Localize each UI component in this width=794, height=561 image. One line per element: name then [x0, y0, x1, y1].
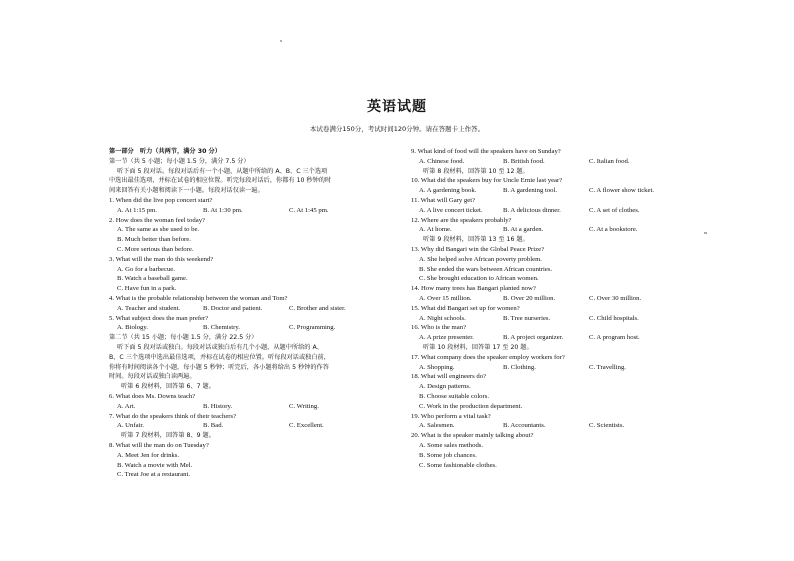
option-a: A. The same as she used to be.: [117, 226, 200, 234]
question-7: 7. What do the speakers think of their teachers?: [109, 412, 237, 420]
left-column: [109, 147, 394, 480]
option-c: C. She brought education to African women.: [419, 275, 539, 283]
option-b: B. Clothing.: [503, 363, 536, 371]
option-c: C. Travelling.: [589, 363, 626, 371]
option-a: A. A live concert ticket.: [419, 206, 483, 214]
question-14: 14. How many trees has Bangari planted now?: [411, 285, 536, 293]
exam-title: 英语试题: [367, 99, 427, 115]
option-b: B. Watch a movie with Mel.: [117, 461, 193, 469]
question-11: 11. What will Gary get?: [411, 196, 476, 204]
option-a: A. At 1:15 pm.: [117, 206, 157, 214]
scan-speck: [280, 40, 282, 42]
question-8: 8. What will the man do on Tuesday?: [109, 441, 209, 449]
material-note: 听第 9 段材料，回答第 13 至 16 题。: [423, 236, 529, 244]
option-c: C. At 1:45 pm.: [289, 206, 329, 214]
options-row: [411, 157, 683, 167]
options-row: [109, 402, 394, 412]
option-c: C. Scientists.: [589, 422, 625, 430]
question-6: 6. What does Ms. Downs teach?: [109, 392, 196, 400]
option-c: C. Programming.: [289, 324, 336, 332]
instruction-line: 间来回答有关小题和阅读下一小题。每段对话仅读一遍。: [109, 187, 264, 195]
question-12: 12. Where are the speakers probably?: [411, 216, 512, 224]
question-19: 19. Who perform a vital task?: [411, 412, 491, 420]
material-note: 听第 10 段材料，回答第 17 至 20 题。: [423, 343, 533, 351]
option-c: C. Some fashionable clothes.: [419, 461, 497, 469]
option-b: B. At 1:30 pm.: [203, 206, 243, 214]
material-note: 听第 6 段材料，回答第 6、7 题。: [121, 383, 215, 391]
option-c: C. Over 30 million.: [589, 294, 642, 302]
option-c: C. Excellent.: [289, 422, 324, 430]
right-column: [411, 147, 683, 470]
question-5: 5. What subject does the man prefer?: [109, 314, 209, 322]
question-13: 13. Why did Bangari win the Global Peace Prize?: [411, 245, 545, 253]
option-c: C. Treat Joe at a restaurant.: [117, 471, 190, 479]
option-a: A. At home.: [419, 226, 452, 234]
option-a: A. Art.: [117, 402, 136, 410]
options-row: [411, 294, 683, 304]
option-c: C. A flower show ticket.: [589, 187, 655, 195]
option-b: B. Watch a baseball game.: [117, 275, 188, 283]
part-heading: 第一部分 听力（共两节，满分 30 分）: [109, 148, 221, 155]
option-b: B. Bad.: [203, 422, 224, 430]
option-c: C. Work in the production department.: [419, 402, 523, 410]
question-3: 3. What will the man do this weekend?: [109, 255, 214, 263]
option-c: C. A program host.: [589, 334, 640, 342]
option-a: A. Night schools.: [419, 314, 466, 322]
options-row: [411, 206, 683, 216]
question-15: 15. What did Bangari set up for women?: [411, 304, 520, 312]
question-4: 4. What is the probable relationship between the woman and Tom?: [109, 294, 288, 302]
option-a: A. Teacher and student.: [117, 304, 181, 312]
option-b: B. A delicious dinner.: [503, 206, 561, 214]
option-c: C. At a bookstore.: [589, 226, 638, 234]
section-heading: 第一节（共 5 小题；每小题 1.5 分，满分 7.5 分）: [109, 157, 250, 165]
instruction-line: 时间。每段对话或独白读两遍。: [109, 373, 196, 381]
option-a: A. Over 15 million.: [419, 294, 472, 302]
option-b: B. At a garden.: [503, 226, 544, 234]
option-a: A. Salesmen.: [419, 422, 455, 430]
options-row: [109, 323, 394, 333]
instruction-line: 听下面 5 段对话。每段对话后有一个小题，从题中所给的 A、B、C 三个选项: [117, 167, 328, 175]
option-a: A. Chinese food.: [419, 157, 465, 165]
question-1: 1. When did the live pop concert start?: [109, 196, 213, 204]
option-b: B. Chemistry.: [203, 324, 240, 332]
option-b: B. Doctor and patient.: [203, 304, 263, 312]
option-b: B. She ended the wars between African countries.: [419, 265, 553, 273]
scan-speck: [704, 232, 707, 234]
option-a: A. Shopping.: [419, 363, 455, 371]
option-b: B. British food.: [503, 157, 545, 165]
question-9: 9. What kind of food will the speakers have on Sunday?: [411, 148, 561, 155]
material-note: 听第 8 段材料，回答第 10 至 12 题。: [423, 167, 529, 175]
options-row: [411, 333, 683, 343]
option-a: A. Design patterns.: [419, 383, 471, 391]
option-b: B. Accountants.: [503, 422, 546, 430]
option-a: A. A prize presenter.: [419, 334, 474, 342]
option-c: C. Child hospitals.: [589, 314, 639, 322]
option-b: B. History.: [203, 402, 233, 410]
question-2: 2. How does the woman feel today?: [109, 216, 206, 224]
option-c: C. More serious than before.: [117, 245, 194, 253]
option-b: B. Tree nurseries.: [503, 314, 551, 322]
option-a: A. Unfair.: [117, 422, 144, 430]
option-b: B. Choose suitable colors.: [419, 392, 490, 400]
option-a: A. Go for a barbecue.: [117, 265, 175, 273]
question-16: 16. Who is the man?: [411, 324, 467, 332]
exam-subtitle: 本试卷满分150分，考试时间120分钟。请在答题卡上作答。: [309, 125, 485, 133]
options-row: [411, 186, 683, 196]
options-row: [411, 421, 683, 431]
option-b: B. A gardening tool.: [503, 187, 558, 195]
option-b: B. A project organizer.: [503, 334, 564, 342]
section-heading: 第二节（共 15 小题；每小题 1.5 分，满分 22.5 分）: [109, 334, 258, 342]
option-a: A. Biology.: [117, 324, 148, 332]
option-c: C. Writing.: [289, 402, 319, 410]
option-c: C. Italian food.: [589, 157, 630, 165]
question-18: 18. What will engineers do?: [411, 373, 487, 381]
option-c: C. Brother and sister.: [289, 304, 346, 312]
options-row: [109, 304, 394, 314]
option-a: A. Some sales methods.: [419, 441, 484, 449]
options-row: [411, 363, 683, 373]
option-a: A. She helped solve African poverty problem.: [419, 255, 542, 263]
instruction-line: 听下面 5 段对话或独白。每段对话或独白后有几个小题，从题中所给的 A、: [117, 343, 323, 351]
question-17: 17. What company does the speaker employ workers for?: [411, 353, 565, 361]
instruction-line: 你将有时间阅读各个小题，每小题 5 秒钟；听完后，各小题将给出 5 秒钟的作答: [109, 363, 329, 371]
option-c: C. A set of clothes.: [589, 206, 640, 214]
options-row: [109, 421, 394, 431]
options-row: [411, 314, 683, 324]
question-10: 10. What did the speakers buy for Uncle Ernie last year?: [411, 177, 563, 185]
option-b: B. Over 20 million.: [503, 294, 556, 302]
option-c: C. Have fun in a park.: [117, 285, 177, 293]
option-b: B. Much better than before.: [117, 236, 191, 244]
options-row: [411, 225, 683, 235]
material-note: 听第 7 段材料，回答第 8、9 题。: [121, 432, 215, 440]
instruction-line: B、C 三个选项中选出最佳选项，并标在试卷的相应位置。听每段对话或独白前，: [109, 353, 330, 361]
option-b: B. Some job chances.: [419, 451, 477, 459]
option-a: A. Meet Jen for drinks.: [117, 451, 180, 459]
option-a: A. A gardening book.: [419, 187, 477, 195]
instruction-line: 中选出最佳选项，并标在试卷的相应位置。听完每段对话后，你都有 10 秒钟的时: [109, 177, 332, 185]
options-row: [109, 206, 394, 216]
question-20: 20. What is the speaker mainly talking about?: [411, 432, 534, 440]
